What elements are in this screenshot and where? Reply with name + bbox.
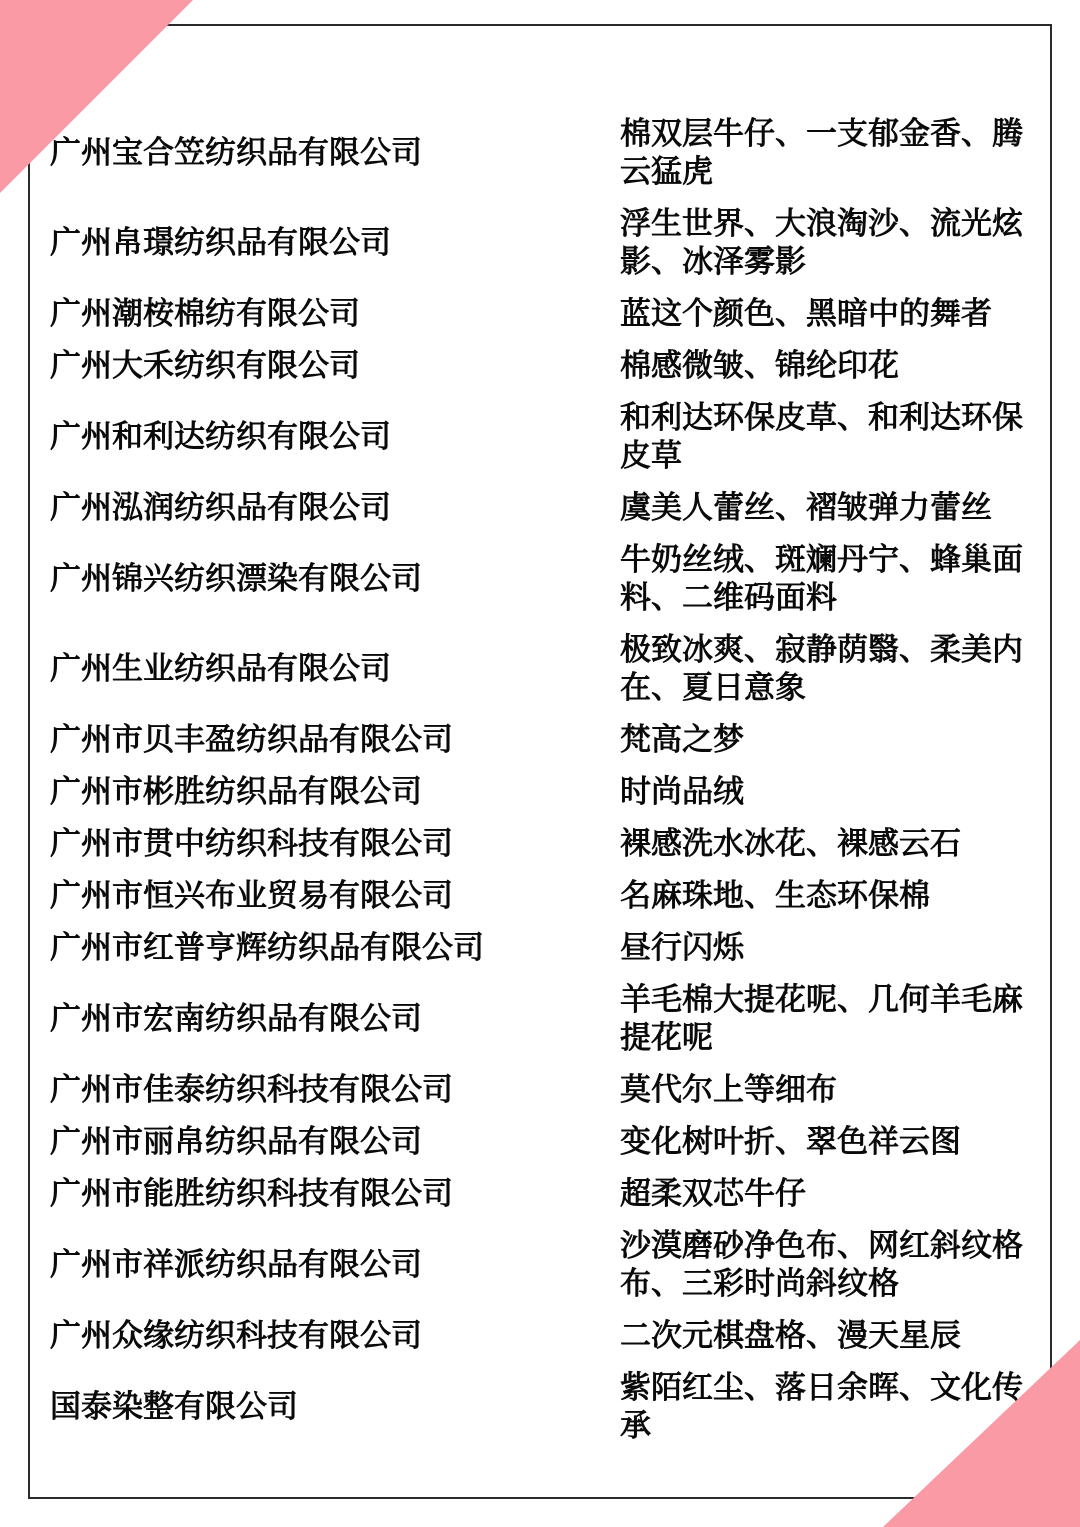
product-names: 虞美人蕾丝、褶皱弹力蕾丝 [620, 490, 992, 526]
table-row [50, 482, 1032, 534]
company-name: 国泰染整有限公司 [50, 1389, 298, 1425]
product-names: 棉双层牛仔、一支郁金香、腾云猛虎 [620, 116, 1023, 190]
table-row [50, 818, 1032, 870]
table-row [50, 766, 1032, 818]
table-row [50, 108, 1032, 198]
product-names: 蓝这个颜色、黑暗中的舞者 [620, 296, 992, 332]
product-names: 棉感微皱、锦纶印花 [620, 348, 899, 384]
product-names: 羊毛棉大提花呢、几何羊毛麻提花呢 [620, 982, 1023, 1056]
table-row [50, 974, 1032, 1064]
product-names: 超柔双芯牛仔 [620, 1176, 806, 1212]
product-names: 浮生世界、大浪淘沙、流光炫影、冰泽雾影 [620, 206, 1023, 280]
product-names: 梵高之梦 [620, 722, 744, 758]
product-names: 二次元棋盘格、漫天星辰 [620, 1318, 961, 1354]
product-names: 牛奶丝绒、斑斓丹宁、蜂巢面料、二维码面料 [620, 542, 1023, 616]
product-names: 名麻珠地、生态环保棉 [620, 878, 930, 914]
company-name: 广州市贝丰盈纺织品有限公司 [50, 722, 453, 758]
company-name: 广州潮桉棉纺有限公司 [50, 296, 360, 332]
table-row [50, 714, 1032, 766]
company-name: 广州市佳泰纺织科技有限公司 [50, 1072, 453, 1108]
table-row [50, 1310, 1032, 1362]
table-row [50, 1064, 1032, 1116]
product-names: 变化树叶折、翠色祥云图 [620, 1124, 961, 1160]
table-row [50, 288, 1032, 340]
product-names: 莫代尔上等细布 [620, 1072, 837, 1108]
company-name: 广州市红普亨辉纺织品有限公司 [50, 930, 484, 966]
product-names: 沙漠磨砂净色布、网红斜纹格布、三彩时尚斜纹格 [620, 1228, 1023, 1302]
company-name: 广州市彬胜纺织品有限公司 [50, 774, 422, 810]
product-names: 紫陌红尘、落日余晖、文化传承 [620, 1370, 1023, 1444]
table-row [50, 870, 1032, 922]
table-row [50, 1168, 1032, 1220]
product-names: 和利达环保皮草、和利达环保皮草 [620, 400, 1023, 474]
company-name: 广州市宏南纺织品有限公司 [50, 1001, 422, 1037]
company-name: 广州众缘纺织科技有限公司 [50, 1318, 422, 1354]
company-name: 广州市祥派纺织品有限公司 [50, 1247, 422, 1283]
table-row [50, 198, 1032, 288]
company-name: 广州市恒兴布业贸易有限公司 [50, 878, 453, 914]
product-names: 裸感洗水冰花、裸感云石 [620, 826, 961, 862]
company-name: 广州锦兴纺织漂染有限公司 [50, 561, 422, 597]
table-row [50, 340, 1032, 392]
product-names: 极致冰爽、寂静荫翳、柔美内在、夏日意象 [620, 632, 1023, 706]
table-row [50, 1220, 1032, 1310]
company-name: 广州市贯中纺织科技有限公司 [50, 826, 453, 862]
table-row [50, 534, 1032, 624]
company-name: 广州生业纺织品有限公司 [50, 651, 391, 687]
product-names: 时尚品绒 [620, 774, 744, 810]
company-name: 广州市能胜纺织科技有限公司 [50, 1176, 453, 1212]
table-row [50, 1116, 1032, 1168]
company-name: 广州市丽帛纺织品有限公司 [50, 1124, 422, 1160]
table-row [50, 1362, 1032, 1452]
table-row [50, 624, 1032, 714]
company-name: 广州宝合笠纺织品有限公司 [50, 135, 422, 171]
table-row [50, 922, 1032, 974]
company-name: 广州和利达纺织有限公司 [50, 419, 391, 455]
product-names: 昼行闪烁 [620, 930, 744, 966]
company-name: 广州帛璟纺织品有限公司 [50, 225, 391, 261]
company-name: 广州泓润纺织品有限公司 [50, 490, 391, 526]
table-row [50, 392, 1032, 482]
company-name: 广州大禾纺织有限公司 [50, 348, 360, 384]
companies-products-table [50, 108, 1032, 1452]
